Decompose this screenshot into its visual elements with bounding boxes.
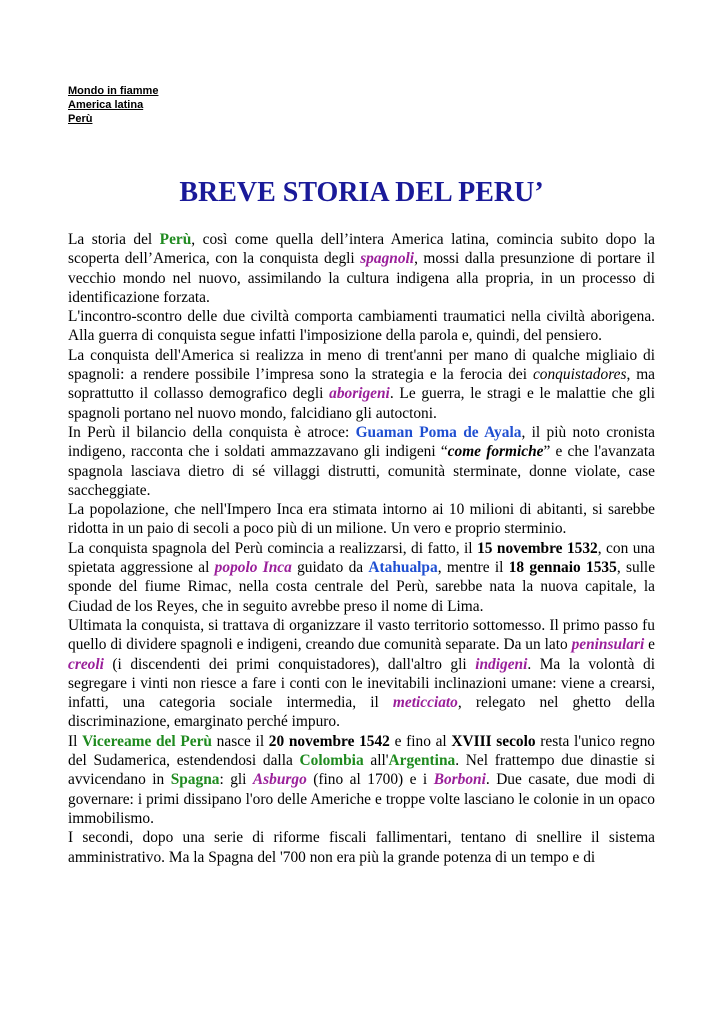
text-run: Ultimata la conquista, si trattava di organizzare il vasto territorio sottomesso. Il primo passo fu quello di dividere spagnoli e indigeni, creando due comunità separate. Da un lato [68, 616, 655, 654]
text-run: L'incontro-scontro delle due civiltà comporta cambiamenti traumatici nella civiltà aborigena. Alla guerra di conquista segue infatti l'imposizione della parola e, quindi, del pensiero. [68, 308, 655, 345]
text-run: e fino al [389, 732, 452, 750]
text-run: : gli [219, 771, 253, 789]
text-run: all' [363, 752, 389, 770]
paragraph [68, 828, 655, 867]
highlighted-text: creoli [68, 655, 104, 673]
text-run: In Perù il bilancio della conquista è atroce: [68, 423, 356, 441]
highlighted-text: Borboni [433, 771, 486, 789]
text-run: (fino al 1700) e i [306, 771, 434, 789]
text-run: , mentre il [437, 559, 509, 577]
article-body [68, 230, 655, 867]
text-run: , sulle sponde del fiume Rimac, nella costa centrale del Perù, sarebbe nata la nuova capitale, la Ciudad de los Reyes, che in seguito avrebbe preso il nome di Lima. [68, 559, 656, 615]
highlighted-text: peninsulari [571, 636, 645, 654]
highlighted-text: indigeni [475, 655, 528, 673]
text-run: , mossi dalla presunzione di portare il vecchio mondo nel nuovo, assimilando la cultura indigena alla propria, in un processo di identificazione forzata. [68, 250, 656, 306]
highlighted-text: Atahualpa [368, 559, 438, 577]
paragraph [68, 346, 655, 423]
highlighted-text: conquistadores [532, 366, 627, 384]
highlighted-text: Colombia [299, 752, 364, 770]
text-run: La popolazione, che nell'Impero Inca era stimata intorno ai 10 milioni di abitanti, si sarebbe ridotta in un paio di secoli a poco più di un milione. Un vero e proprio sterminio. [68, 501, 655, 538]
text-run: , ma soprattutto il collasso demografico degli [68, 366, 655, 403]
paragraph [68, 500, 655, 539]
highlighted-text: Asburgo [252, 771, 307, 789]
document-page [68, 84, 655, 867]
page-title: BREVE STORIA DEL PERU’ [179, 177, 544, 208]
highlighted-text: spagnoli [360, 250, 415, 268]
text-run: e [644, 636, 656, 654]
text-run: , con una spietata aggressione al [68, 539, 655, 577]
highlighted-text: Perù [159, 231, 192, 248]
text-run: La conquista spagnola del Perù comincia a realizzarsi, di fatto, il [68, 539, 478, 557]
breadcrumb [68, 84, 655, 126]
text-run: (i discendenti dei primi conquistadores), dall'altro gli [103, 655, 476, 673]
text-run: La conquista dell'America si realizza in meno di trent'anni per mano di qualche migliaio di spagnoli: a rendere possibile l’impresa sono la strategia e la ferocia dei [68, 346, 655, 384]
text-run: . Le guerra, le stragi e le malattie che gli spagnoli portano nel nuovo mondo, falcidiano gli autoctoni. [68, 385, 655, 422]
breadcrumb-link-peru[interactable]: Perù [68, 113, 93, 125]
text-run: , il più noto cronista indigeno, racconta che i soldati ammazzavano gli indigeni “ [68, 423, 655, 461]
text-run: ” e che l'avanzata spagnola lasciava dietro di sé villaggi distrutti, comunità sterminate, donne violate, case saccheggiate. [68, 443, 655, 499]
paragraph [68, 732, 655, 828]
breadcrumb-link-mondo-in-fiamme[interactable]: Mondo in fiamme [68, 85, 159, 97]
highlighted-text: popolo Inca [214, 559, 292, 577]
highlighted-text: 18 gennaio 1535 [508, 559, 617, 577]
paragraph [68, 616, 655, 732]
highlighted-text: Guaman Poma de Ayala [355, 423, 522, 441]
paragraph [68, 423, 655, 500]
text-run: nasce il [211, 732, 269, 750]
text-run: , così come quella dell’intera America latina, comincia subito dopo la scoperta dell’America, con la conquista degli [68, 231, 655, 268]
text-run: resta l'unico regno del Sudamerica, estendendosi dalla [68, 732, 655, 770]
breadcrumb-link-america-latina[interactable]: America latina [68, 99, 144, 111]
highlighted-text: Argentina [388, 752, 456, 770]
highlighted-text: 15 novembre 1532 [477, 539, 598, 557]
highlighted-text: Spagna [170, 771, 220, 789]
highlighted-text: XVIII secolo [451, 732, 536, 750]
highlighted-text: aborigeni [329, 385, 390, 403]
highlighted-text: 20 novembre 1542 [268, 732, 390, 750]
paragraph [68, 230, 655, 307]
paragraph [68, 307, 655, 346]
text-run: . Ma la volontà di segregare i vinti non riesce a fare i conti con le inevitabili inclinazioni umane: viene a crearsi, infatti, una categoria sociale intermedia, il [68, 655, 655, 712]
text-run: Il [68, 732, 83, 750]
paragraph [68, 539, 655, 616]
text-run: guidato da [291, 559, 369, 577]
highlighted-text: meticciato [392, 694, 458, 712]
text-run: . Nel frattempo due dinastie si avvicendano in [68, 752, 655, 789]
text-run: . Due casate, due modi di governare: i primi dissipano l'oro delle Americhe e troppe volte lasciano le colonie in un opaco immobilismo. [68, 771, 655, 827]
text-run: La storia del [68, 231, 160, 248]
text-run: I secondi, dopo una serie di riforme fiscali fallimentari, tentano di snellire il sistema amministrativo. Ma la Spagna del '700 non era più la grande potenza di un tempo e di [68, 829, 655, 866]
highlighted-text: come formiche [447, 443, 544, 461]
highlighted-text: Vicereame del Perù [82, 732, 212, 750]
text-run: , relegato nel ghetto della discriminazione, emarginato perché impuro. [68, 694, 655, 731]
